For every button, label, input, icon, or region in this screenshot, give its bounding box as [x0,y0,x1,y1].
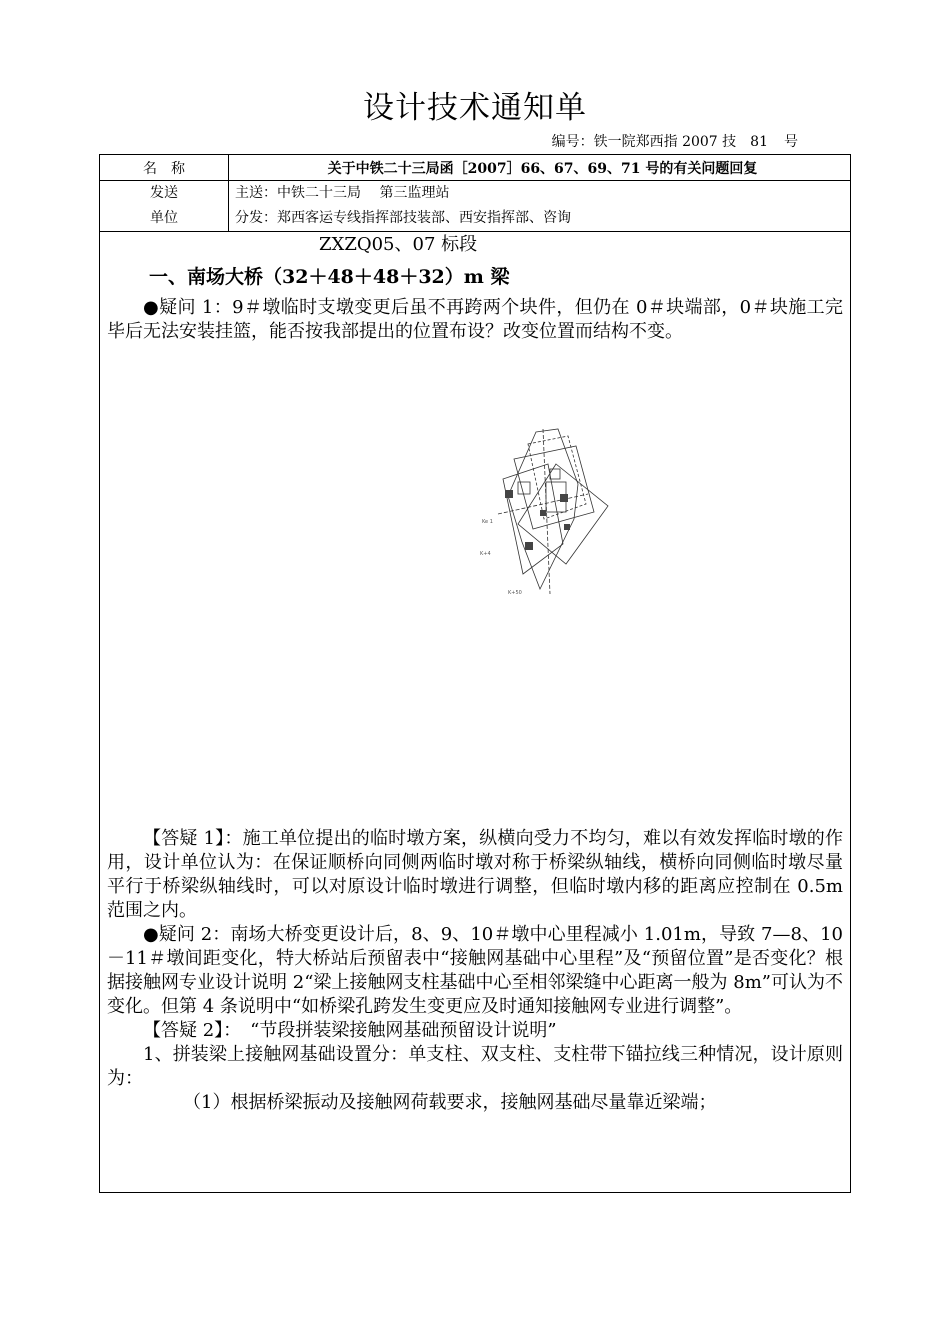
send-label-cell [100,181,229,232]
name-label-cell: 名 称 [100,155,229,181]
document-title: 设计技术通知单 [363,90,587,126]
content-body [107,232,843,1115]
document-number-suffix: 号 [784,134,798,150]
document-number-value: 81 [750,134,768,150]
figure-label-b: K+4 [480,551,491,557]
section-code: ZXZQ05、07 标段 [319,234,478,255]
send-label-line1: 发送 [150,185,178,201]
figure-label-c: K+50 [508,590,522,596]
answer-1: 【答疑 1】：施工单位提出的临时墩方案，纵横向受力不均匀，难以有效发挥临时墩的作用，设计单位认为：在保证顺桥向同侧两临时墩对称于桥梁纵轴线，横桥向同侧临时墩尽量平行于桥梁纵轴线时，可以对原设计临时墩进行调整，但临时墩内移的距离应控制在 0.5m 范围之内。 [107,828,843,921]
answer-2-item-1-1: （1）根据桥梁振动及接触网荷载要求，接触网基础尽量靠近梁端； [183,1092,717,1113]
answer-2-heading: 【答疑 2】： “节段拼装梁接触网基础预留设计说明” [143,1020,557,1041]
pier-layout-drawing [478,424,618,599]
section-heading: 一、南场大桥（32＋48＋48＋32）m 梁 [149,266,510,288]
send-value-cell [229,181,851,232]
send-label-line2: 单位 [150,210,178,226]
document-number [552,131,798,151]
copy-recipient: 分发：郑西客运专线指挥部技装部、西安指挥部、咨询 [235,210,571,226]
question-1: ●疑问 1：9＃墩临时支墩变更后虽不再跨两个块件，但仍在 0＃块端部，0＃块施工完毕后无法安装挂篮，能否按我部提出的位置布设？改变位置而结构不变。 [107,297,843,342]
answer-2-item-1: 1、拼装梁上接触网基础设置分：单支柱、双支柱、支柱带下锚拉线三种情况，设计原则为： [107,1044,843,1089]
main-recipient: 主送：中铁二十三局 第三监理站 [235,185,450,201]
question-2: ●疑问 2：南场大桥变更设计后，8、9、10＃墩中心里程减小 1.01m，导致 7—8、10－11＃墩间距变化，特大桥站后预留表中“接触网基础中心里程”及“预留位置”是否变化？根据接触网专业设计说明 2“梁上接触网支柱基础中心至相邻梁缝中心距离一般为 8m”可认为不变化。但第 4 条说明中“如桥梁孔跨发生变更应及时通知接触网专业进行调整”。 [107,924,843,1017]
temporary-pier-layout-figure [478,424,618,599]
figure-label-a: Ke 1 [482,519,493,525]
name-value-cell: 关于中铁二十三局函［2007］66、67、69、71 号的有关问题回复 [229,155,851,181]
document-number-label: 编号：铁一院郑西指 2007 技 [551,134,737,150]
